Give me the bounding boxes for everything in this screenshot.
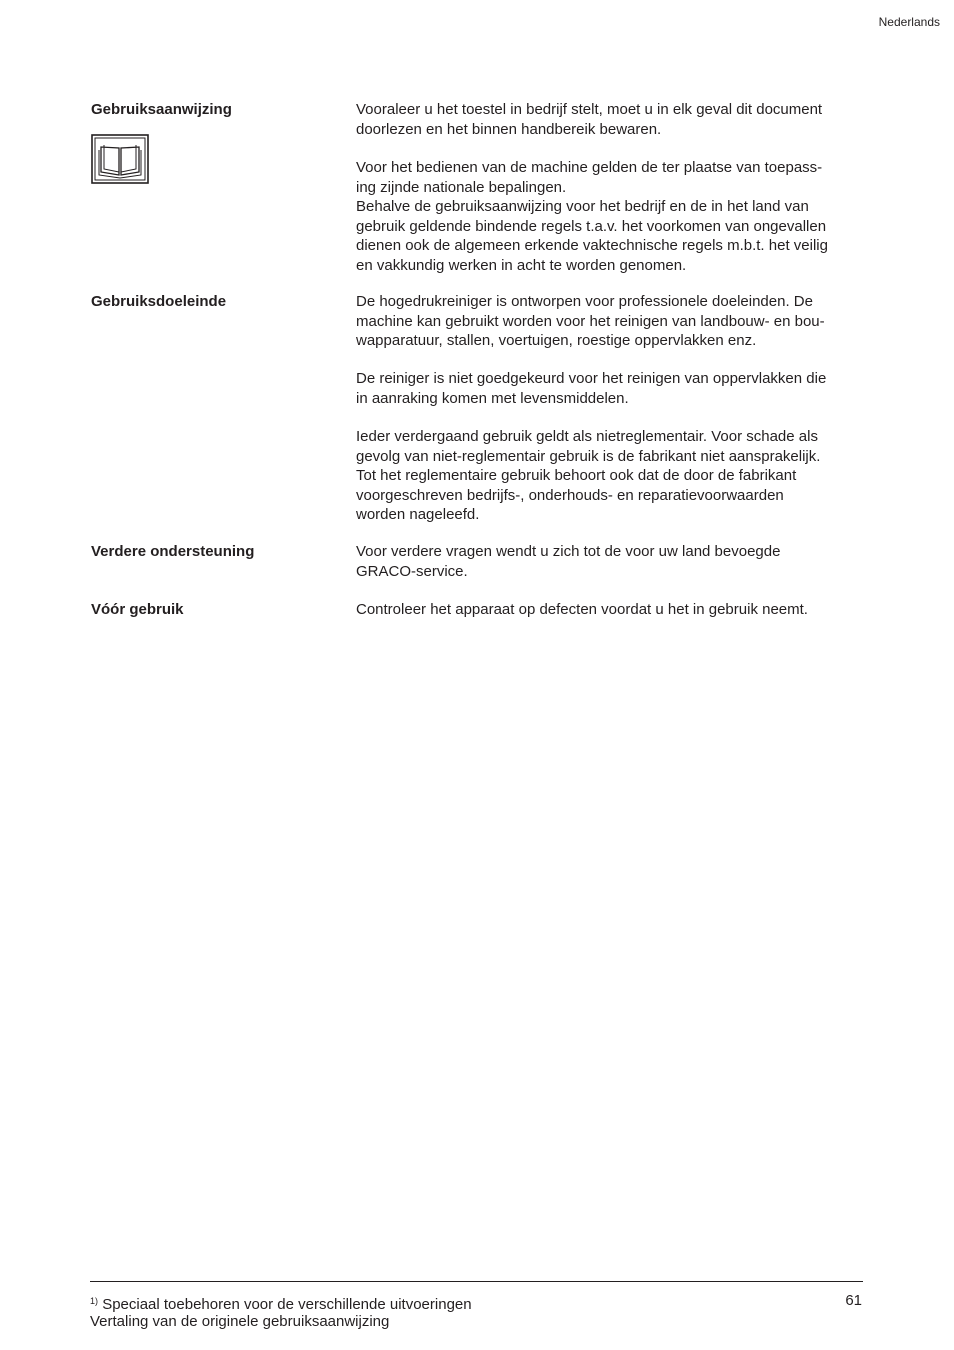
section-heading-voor-gebruik: Vóór gebruik: [91, 601, 184, 618]
page-number: 61: [845, 1292, 862, 1309]
section-heading-gebruiksdoeleinde: Gebruiksdoeleinde: [91, 293, 227, 310]
footer-subtitle: Vertaling van de originele gebruiksaanwijzing: [90, 1313, 390, 1330]
footnote-text: Speciaal toebehoren voor de verschillende uitvoeringen: [102, 1296, 472, 1313]
paragraph: Voor verdere vragen wendt u zich tot de voor uw land bevoegde GRACO-service.: [356, 543, 781, 580]
book-icon: [91, 134, 149, 184]
footnote-marker: 1): [90, 1296, 99, 1306]
language-label: Nederlands: [878, 15, 940, 29]
paragraph: Ieder verdergaand gebruik geldt als nietreglementair. Voor schade als gevolg van niet-reglementair gebruik is de fabrikant niet aansprakelijk. Tot het reglementaire gebruik behoort ook dat de door de fabrikant voorgeschreven bedrijfs-, onderhouds- en reparatievoorwaarden worden nageleefd.: [356, 428, 821, 523]
paragraph: De reiniger is niet goedgekeurd voor het reinigen van oppervlakken die in aanraking komen met levensmiddelen.: [356, 370, 827, 407]
paragraph: Controleer het apparaat op defecten voordat u het in gebruik neemt.: [356, 601, 808, 618]
section-heading-gebruiksaanwijzing: Gebruiksaanwijzing: [91, 101, 232, 118]
paragraph: Vooraleer u het toestel in bedrijf stelt, moet u in elk geval dit document doorlezen en het binnen handbereik bewaren.: [356, 101, 823, 138]
paragraph: De hogedrukreiniger is ontworpen voor professionele doeleinden. De machine kan gebruikt worden voor het reinigen van landbouw- en bou- wapparatuur, stallen, voertuigen, roestige oppervlakken enz.: [356, 293, 825, 349]
footer-divider: [90, 1281, 863, 1282]
paragraph: Voor het bedienen van de machine gelden de ter plaatse van toepass- ing zijnde nationale bepalingen. Behalve de gebruiksaanwijzing voor het bedrijf en de in het land van gebruik geldende bindende regels t.a.v. het voorkomen van ongevallen dienen ook de algemeen erkende vaktechnische regels m.b.t. het veilig en vakkundig werken in acht te worden genomen.: [356, 159, 828, 274]
section-heading-verdere-ondersteuning: Verdere ondersteuning: [91, 543, 255, 560]
